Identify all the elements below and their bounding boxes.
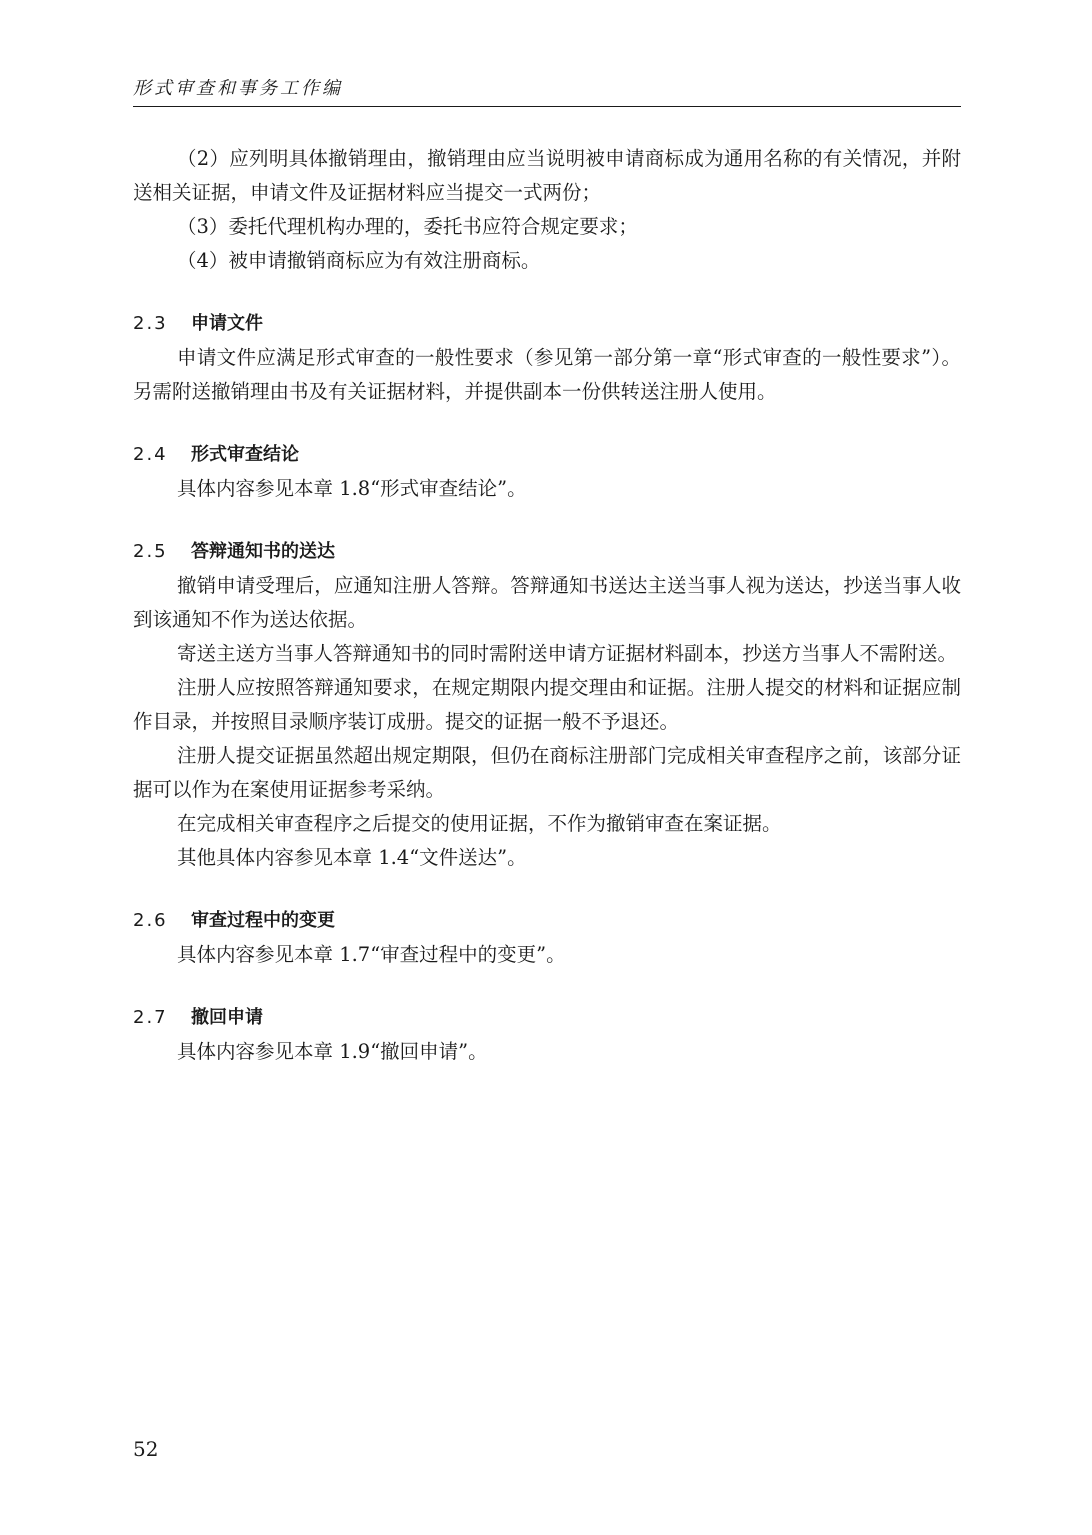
- section-heading-2-4: [133, 438, 961, 472]
- section-title: 审查过程中的变更: [191, 910, 335, 931]
- paragraph: 具体内容参见本章 1.9“撤回申请”。: [177, 1040, 488, 1063]
- paragraph: （4）被申请撤销商标应为有效注册商标。: [177, 249, 541, 272]
- paragraph: 具体内容参见本章 1.7“审查过程中的变更”。: [177, 943, 566, 966]
- running-head: 形式审查和事务工作编: [133, 78, 343, 99]
- section-heading-2-7: [133, 1001, 961, 1035]
- section-heading-2-5: [133, 535, 961, 569]
- paragraph: （3）委托代理机构办理的，委托书应符合规定要求；: [177, 215, 638, 238]
- section-heading-2-6: [133, 904, 961, 938]
- section-heading-2-3: [133, 307, 961, 341]
- paragraph: 具体内容参见本章 1.8“形式审查结论”。: [177, 477, 527, 500]
- section-number: 2.6: [133, 910, 168, 931]
- section-title: 形式审查结论: [191, 444, 299, 465]
- paragraph: 申请文件应满足形式审查的一般性要求（参见第一部分第一章“形式审查的一般性要求”）。另需附送撤销理由书及有关证据材料，并提供副本一份供转送注册人使用。: [133, 346, 961, 403]
- section-number: 2.5: [133, 541, 168, 562]
- paragraph: 注册人提交证据虽然超出规定期限，但仍在商标注册部门完成相关审查程序之前，该部分证据可以作为在案使用证据参考采纳。: [133, 744, 961, 801]
- section-title: 答辩通知书的送达: [191, 541, 335, 562]
- paragraph: 注册人应按照答辩通知要求，在规定期限内提交理由和证据。注册人提交的材料和证据应制作目录，并按照目录顺序装订成册。提交的证据一般不予退还。: [133, 676, 961, 733]
- page-body: [133, 142, 961, 1069]
- section-number: 2.3: [133, 313, 168, 334]
- section-number: 2.4: [133, 444, 168, 465]
- paragraph: 撤销申请受理后，应通知注册人答辩。答辩通知书送达主送当事人视为送达，抄送当事人收到该通知不作为送达依据。: [133, 574, 961, 631]
- paragraph: （2）应列明具体撤销理由，撤销理由应当说明被申请商标成为通用名称的有关情况，并附送相关证据，申请文件及证据材料应当提交一式两份；: [133, 147, 961, 204]
- section-number: 2.7: [133, 1007, 168, 1028]
- header-rule: [133, 106, 961, 107]
- paragraph: 其他具体内容参见本章 1.4“文件送达”。: [177, 846, 527, 869]
- section-title: 撤回申请: [191, 1007, 263, 1028]
- page-number: 52: [133, 1437, 159, 1461]
- section-title: 申请文件: [191, 313, 263, 334]
- paragraph: 寄送主送方当事人答辩通知书的同时需附送申请方证据材料副本，抄送方当事人不需附送。: [177, 642, 958, 665]
- paragraph: 在完成相关审查程序之后提交的使用证据，不作为撤销审查在案证据。: [177, 812, 782, 835]
